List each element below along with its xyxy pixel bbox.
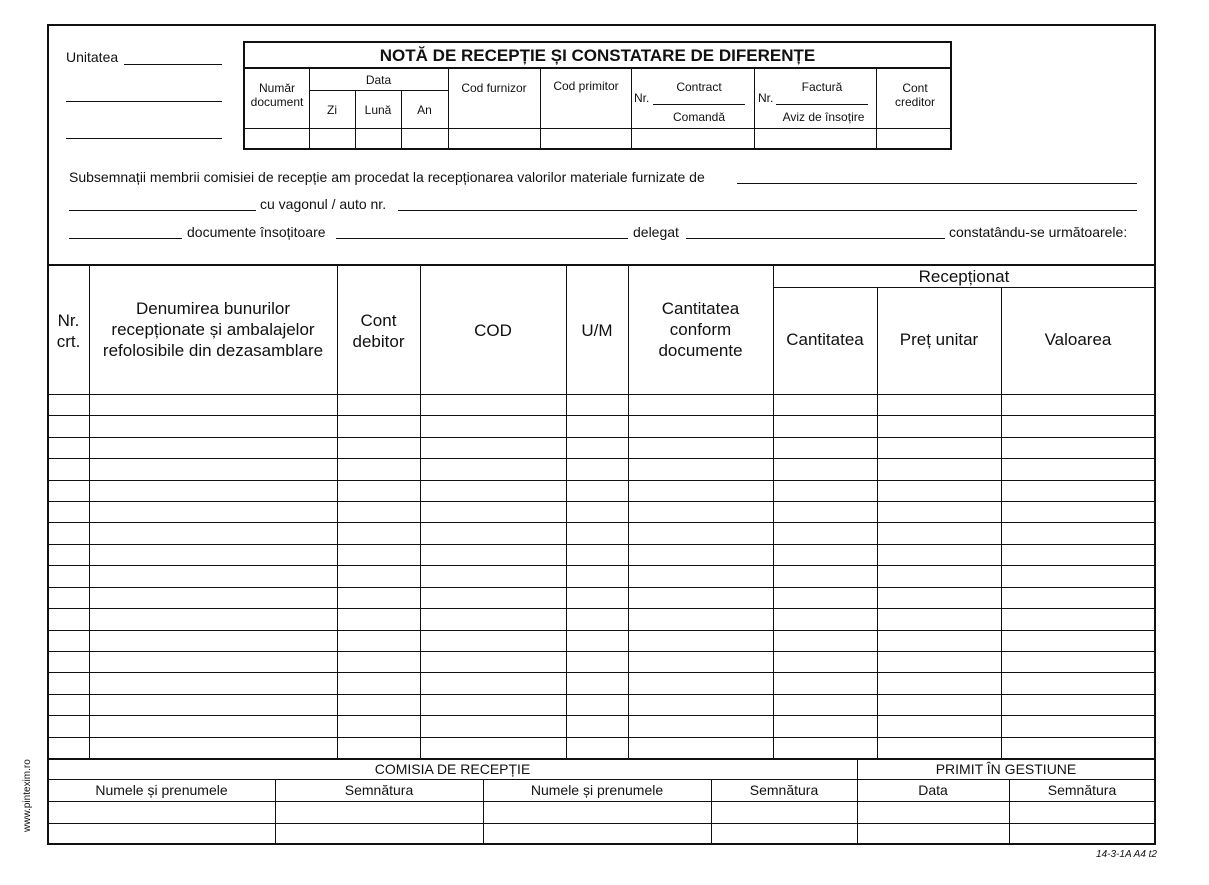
nr-invoice-label: Nr.	[758, 91, 774, 105]
credit-account-header: Cont creditor	[894, 81, 935, 109]
qty-doc-header: Cantitatea conform documente	[658, 299, 743, 360]
unit-field-line-2[interactable]	[66, 101, 222, 102]
name-header-1: Numele și prenumele	[95, 782, 228, 798]
table-row-line	[48, 565, 1155, 566]
unit-field-line-3[interactable]	[66, 138, 222, 139]
table-row-line	[48, 415, 1155, 416]
table-row-line	[48, 694, 1155, 695]
goods-name-header: Denumirea bunurilor recepționate și ambalajelor refolosibile din dezasamblare	[102, 299, 324, 360]
docs-field[interactable]	[336, 238, 628, 239]
date-header-bottom: Data	[918, 782, 948, 798]
ending-label: constatându-se următoarele:	[949, 224, 1128, 240]
signature-header-3: Semnătura	[1047, 782, 1117, 798]
table-row-line	[48, 522, 1155, 523]
table-row-line	[48, 437, 1155, 438]
um-header: U/M	[581, 321, 613, 340]
table-row-line	[48, 715, 1155, 716]
month-header: Lună	[364, 103, 392, 117]
unit-label: Unitatea	[66, 49, 119, 65]
supplier-field-2[interactable]	[69, 210, 256, 211]
website-text: www.pintexim.ro	[22, 759, 33, 832]
unit-field-line[interactable]	[124, 64, 222, 65]
order-header: Comandă	[672, 110, 726, 124]
table-row-line	[48, 630, 1155, 631]
vehicle-field[interactable]	[398, 210, 1137, 211]
receiver-code-header: Cod primitor	[553, 79, 619, 93]
docs-label: documente însoțitoare	[187, 224, 326, 240]
table-row-line	[48, 672, 1155, 673]
nr-crt-header: Nr. crt.	[56, 311, 81, 351]
table-row-line	[48, 608, 1155, 609]
form-code: 14-3-1A A4 t2	[1096, 849, 1157, 860]
invoice-header: Factură	[801, 80, 843, 94]
form-title: NOTĂ DE RECEPȚIE ȘI CONSTATARE DE DIFERENȚE	[245, 43, 950, 69]
custody-header: PRIMIT ÎN GESTIUNE	[935, 761, 1077, 777]
delegate-field[interactable]	[686, 238, 945, 239]
unit-price-header: Preț unitar	[899, 330, 979, 349]
received-header: Recepționat	[918, 267, 1010, 286]
signature-header-1: Semnătura	[344, 782, 414, 798]
notice-header: Aviz de însoțire	[782, 110, 865, 124]
statement-line-1: Subsemnații membrii comisiei de recepție am procedat la recepționarea valorilor materiale furnizate de	[69, 169, 705, 185]
table-row-line	[48, 458, 1155, 459]
vehicle-label: cu vagonul / auto nr.	[260, 196, 387, 212]
docs-count-field[interactable]	[69, 238, 182, 239]
delegate-label: delegat	[633, 224, 679, 240]
commission-header: COMISIA DE RECEPȚIE	[374, 761, 531, 777]
year-header: An	[417, 103, 432, 117]
contract-header: Contract	[676, 80, 722, 94]
name-header-2: Numele și prenumele	[530, 782, 664, 798]
signature-header-2: Semnătura	[749, 782, 819, 798]
date-header: Data	[365, 73, 392, 87]
code-header: COD	[474, 321, 512, 340]
supplier-code-header: Cod furnizor	[461, 81, 527, 95]
table-row-line	[48, 587, 1155, 588]
table-row-line	[48, 544, 1155, 545]
nr-contract-label: Nr.	[634, 91, 650, 105]
value-header: Valoarea	[1044, 330, 1112, 349]
doc-number-header: Număr document	[250, 81, 304, 109]
supplier-field[interactable]	[737, 183, 1137, 184]
table-row-line	[48, 737, 1155, 738]
qty-header: Cantitatea	[786, 330, 864, 349]
day-header: Zi	[327, 103, 337, 117]
table-row-line	[48, 480, 1155, 481]
table-row-line	[48, 651, 1155, 652]
table-row-line	[48, 501, 1155, 502]
debit-account-header: Cont debitor	[352, 311, 405, 351]
header-table	[243, 41, 952, 150]
